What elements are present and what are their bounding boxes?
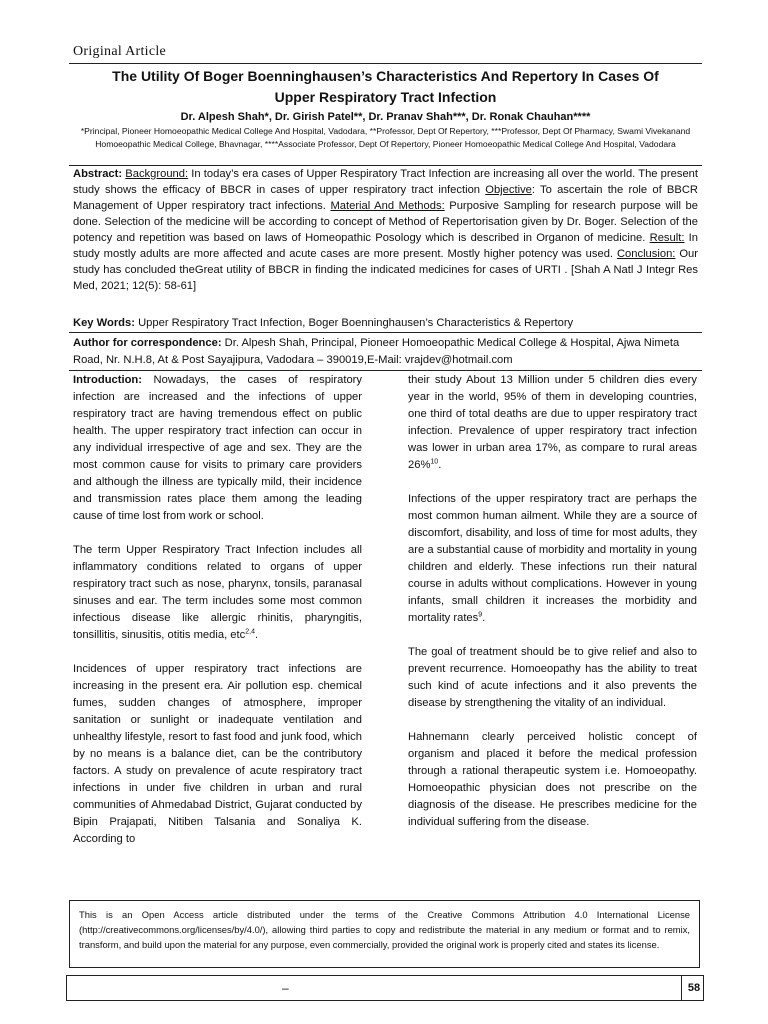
page-footer [66,975,704,1001]
citation-ref: 10 [430,458,439,466]
urti-definition-paragraph [73,542,362,644]
correspondence-label: Author for correspondence: [73,337,222,349]
infections-text: Infections of the upper respiratory tract are perhaps the most common human ailment. While they are a source of discomfort, disability, and loss of time for most adults, they are a substantial cause of morbidity and mortality in young children and elderly. These infections run their natural course in adults without complications. However in young infants, small children it increases the morbidity and mortality rates [408,493,697,624]
infections-paragraph [408,491,697,627]
treatment-goal-paragraph [408,644,697,712]
keywords [73,315,698,331]
sentence-end: . [254,629,259,641]
correspondence-text: Dr. Alpesh Shah, Principal, Pioneer Homoeopathic Medical College & Hospital, Ajwa Nimeta Road, Nr. N.H.8, At & Post Sayajipura, Vadodara – 390019,E-Mail: vrajdev@hotmail.com [73,337,680,366]
title-line-1: The Utility Of Boger Boenninghausen’s Characteristics And Repertory In Cases Of [112,68,659,84]
keywords-label: Key Words: [73,317,135,329]
footer-dash: – [282,981,289,995]
incidence-text: Incidences of upper respiratory tract infections are increasing in the present era. Air pollution esp. chemical fumes, sudden changes of atmosphere, improper sanitation or sunlight or inadequate ventilation and unhealthy lifestyle, resort to fast food and junk food, which by no means is a balance diet, can be the contributory factors. A study on prevalence of acute respiratory tract infections in under five children in urban and rural communities of Ahmedabad District, Gujarat conducted by Bipin Prajapati, Nitiben Talsania and Sonaliya K. According to [73,663,362,845]
objective-text: : To ascertain the role of BBCR Management of Upper respiratory tract infections. [73,184,698,212]
intro-paragraph [73,372,362,525]
conclusion-label: Conclusion: [616,248,676,260]
section-label: Original Article [73,44,167,59]
background-text: In today’s era cases of Upper Respiratory Tract Infection are increasing all over the world. The present study shows the efficacy of BBCR in cases of upper respiratory tract infection [73,168,698,196]
result-text: In study mostly adults are more affected and acute cases are more present. Mostly higher potency was used. [73,232,698,260]
license-text: This is an Open Access article distributed under the terms of the Creative Commons Attribution 4.0 International License (http://creativecommons.org/licenses/by/4.0/), allowing third parties to copy and redistribute the material in any medium or format and to remix, transform, and build upon the material for any purpose, even commercially, provided the original work is properly cited and states its license. [79,909,690,950]
incidence-paragraph [73,661,362,848]
affiliations: *Principal, Pioneer Homoeopathic Medical College And Hospital, Vadodara, **Professor, Dept Of Repertory, ***Professor, Dept Of Pharmacy, Swami Vivekanand Homoeopathic Medical College, Bhavnagar, ****Associate Professor, Dept Of Repertory, Pioneer Homoeopathic Medical College And Hospital, Vadodara [80,126,691,149]
keywords-text: Upper Respiratory Tract Infection, Boger Boenninghausen’s Characteristics & Repertory [134,317,574,329]
methods-text: Purposive Sampling for research purpose will be done. Selection of the medicine will be according to concept of Method of Repertorisation given by Dr. Boger. Selection of the potency and repetition was based on laws of Homeopathic Posology which is described in Organon of medicine. [73,200,699,244]
citation-ref: 9 [478,611,483,619]
correspondence [73,335,698,369]
hahnemann-paragraph [408,729,697,831]
prevalence-text: their study About 13 Million under 5 children dies every year in the world, 95% of them in developing countries, one third of total deaths are due to upper respiratory tract infection. Prevalence of upper respiratory tract infection was lower in urban area 17%, as compare to rural areas 26% [408,374,697,471]
header-rule [69,63,702,64]
hahnemann-text: Hahnemann clearly perceived holistic concept of organism and placed it before the medical profession through a rational therapeutic system i.e. Homoeopathy. Homoeopathic physician does not prescribe on the diagnosis of the disease. He prescribes medicine for the individual suffering from the disease. [408,731,697,828]
urti-definition-text: The term Upper Respiratory Tract Infection includes all inflammatory conditions related to organs of upper respiratory tract such as nose, pharynx, tonsils, paranasal sinuses and ear. The term includes some most common infectious disease like allergic rhinitis, pharyngitis, tonsillitis, sinusitis, otitis media, etc [73,544,362,641]
sentence-end: . [438,459,442,471]
abstract [73,166,698,294]
conclusion-text: Our study has concluded theGreat utility of BBCR in finding the indicated medicines for cases of URTI . [Shah A Natl J Integr Res Med, 2021; 12(5): 58-61] [73,248,698,292]
paper-title [69,66,702,108]
methods-label: Material And Methods: [330,200,445,212]
correspondence-top-rule [69,332,702,333]
objective-label: Objective [485,184,532,196]
page-number: 58 [687,982,701,994]
title-line-2: Upper Respiratory Tract Infection [274,89,497,105]
intro-text: Nowadays, the cases of respiratory infection are increased and the infections of upper respiratory tract are having tremendous effect on public health. The upper respiratory tract infection can occur in any individual irrespective of age and sex. They are the most common cause for visits to primary care providers and although the illness are typically mild, their incidence and transmission rates place them among the leading cause of time lost from work or school. [73,374,362,522]
result-label: Result: [649,232,685,244]
left-column [73,372,362,865]
intro-label: Introduction: [73,374,142,386]
license-box [69,900,700,968]
footer-divider [681,976,682,1000]
prevalence-paragraph [408,372,697,474]
background-label: Background: [125,168,189,180]
treatment-goal-text: The goal of treatment should be to give relief and also to prevent recurrence. Homoeopathy has the ability to treat such kind of acute infections and it also prevents the disease by strengthening the vitality of an individual. [408,646,697,709]
sentence-end: . [482,612,486,624]
abstract-label: Abstract: [73,168,123,180]
author-list: Dr. Alpesh Shah*, Dr. Girish Patel**, Dr. Pranav Shah***, Dr. Ronak Chauhan**** [180,111,591,123]
citation-ref: 2,4 [245,628,255,636]
right-column [408,372,697,848]
body-top-rule [69,370,702,371]
